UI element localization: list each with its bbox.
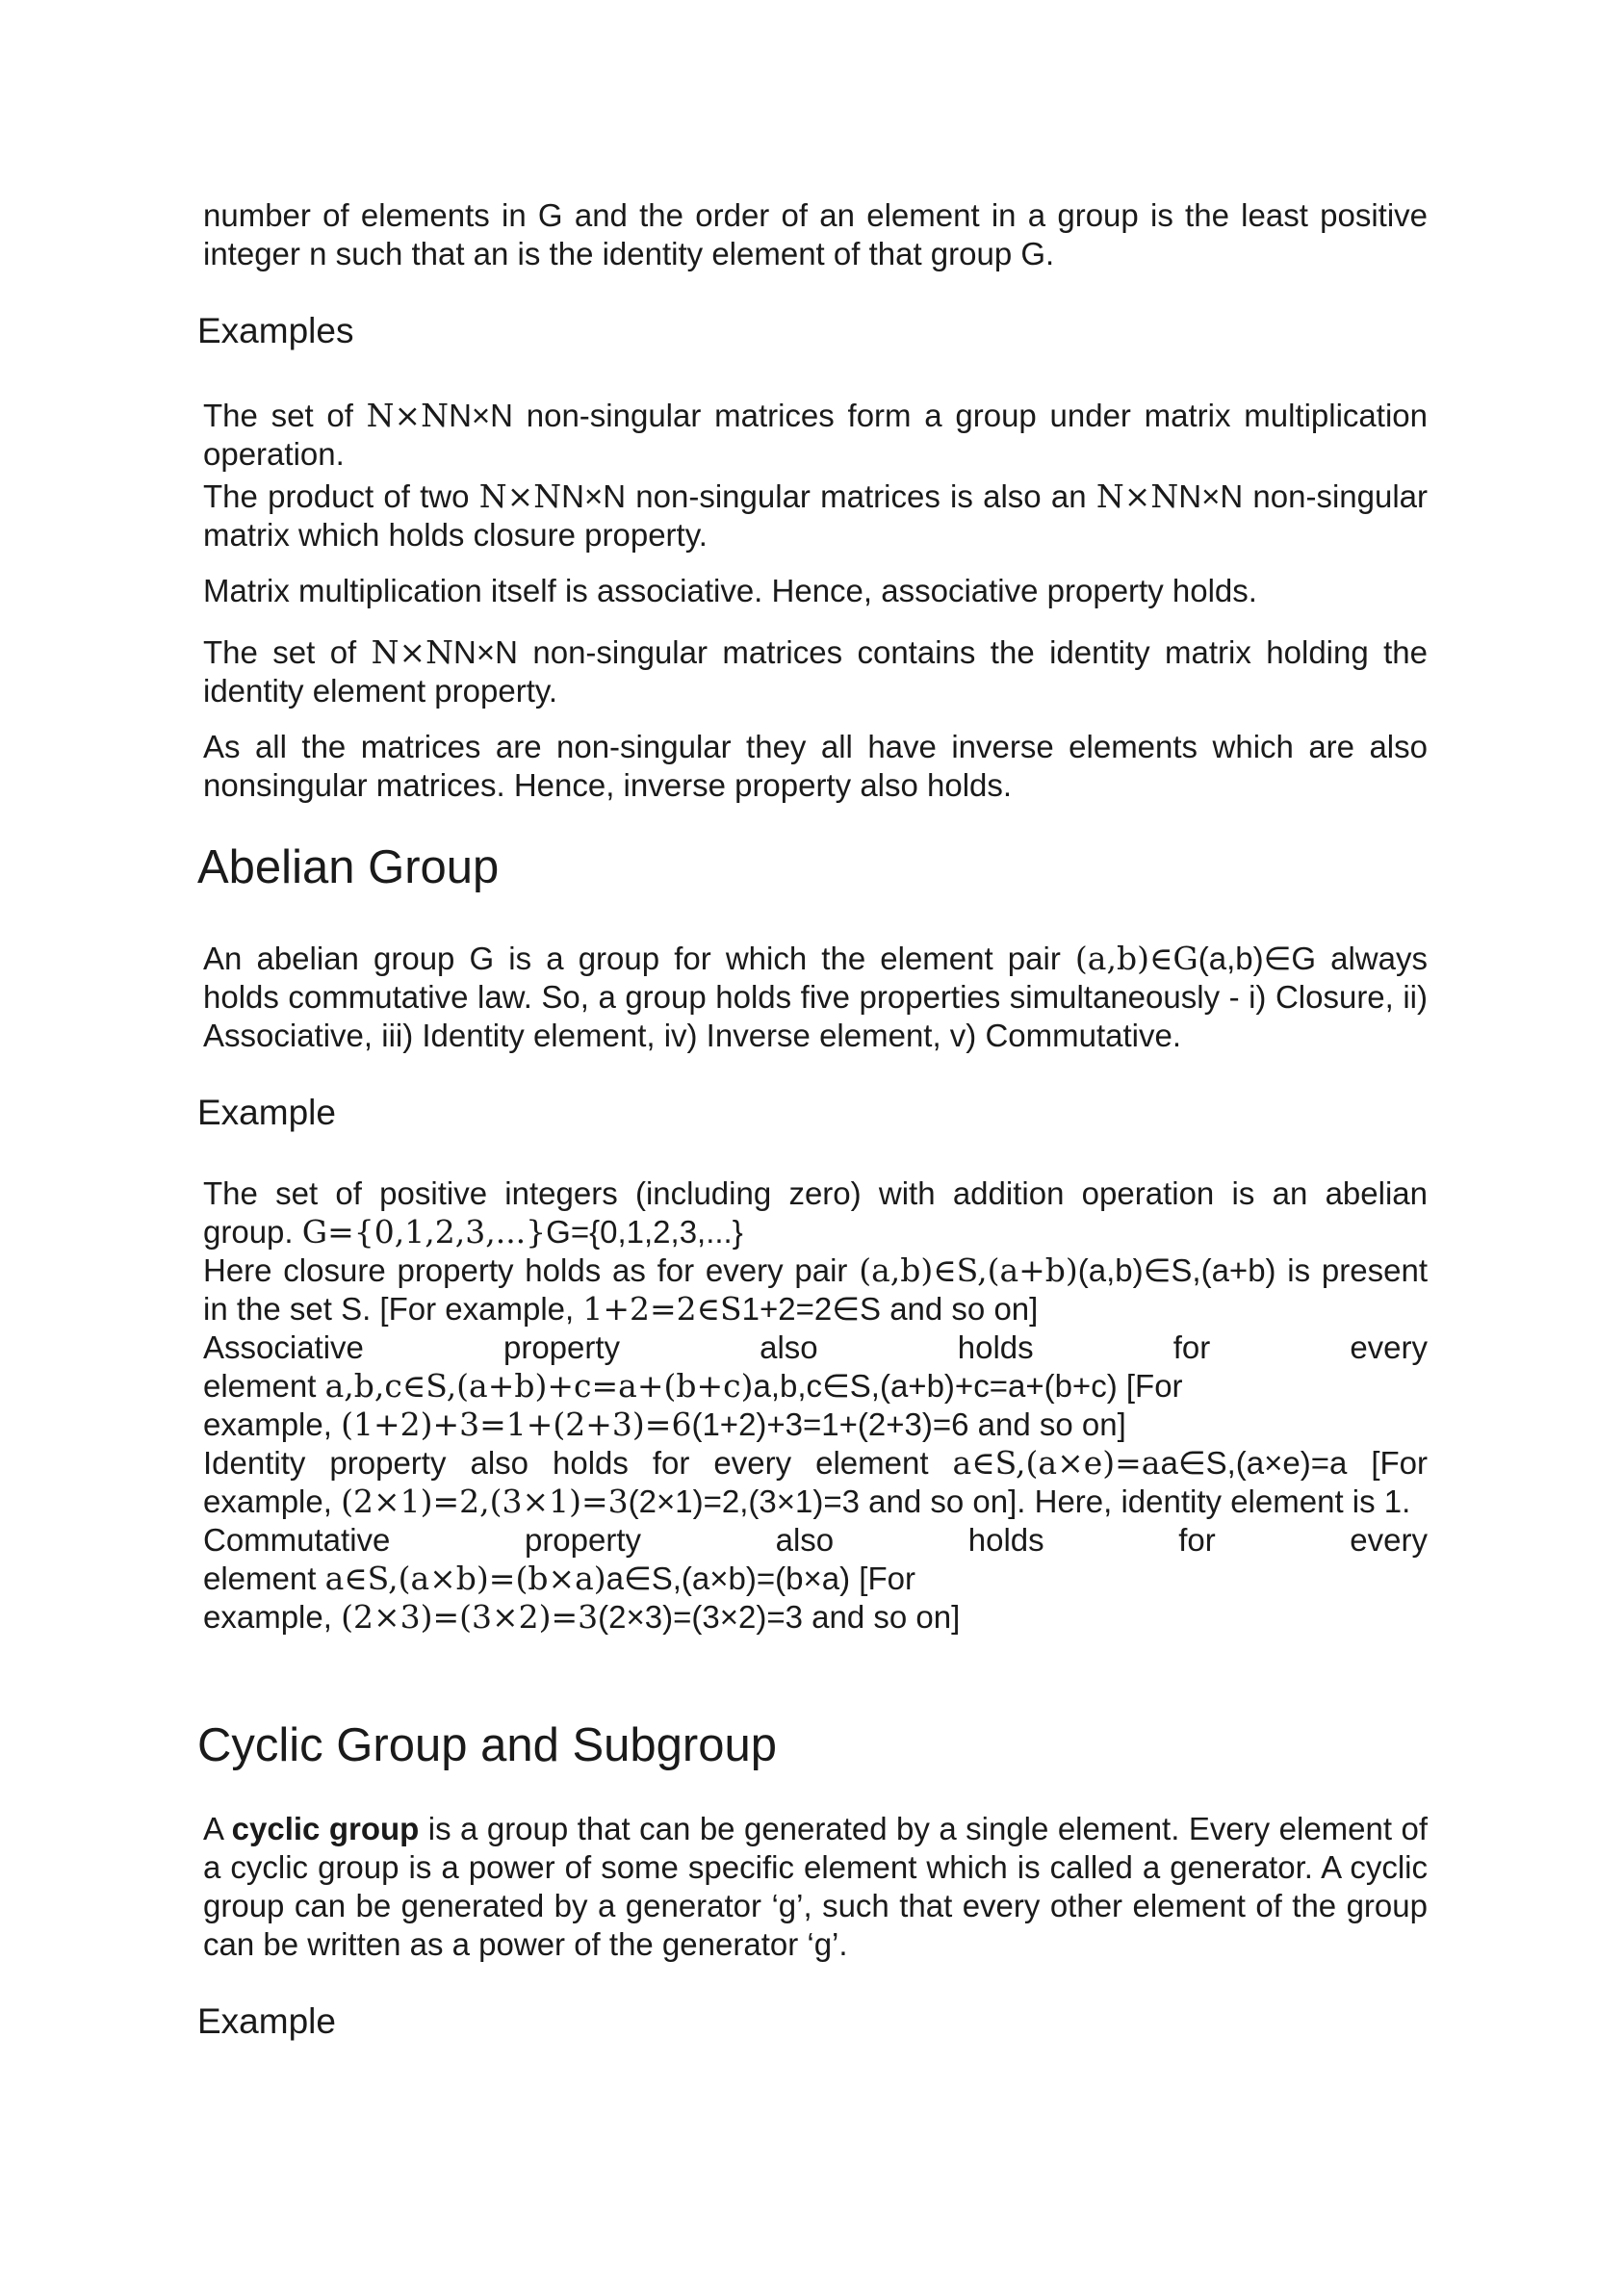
math-run: N×N: [1095, 477, 1179, 515]
text-run: group.: [203, 1214, 302, 1250]
text-run: element: [203, 1368, 325, 1404]
text-run: (a,b)∈S,(a+b) is present: [1077, 1252, 1428, 1288]
word: property: [502, 1329, 621, 1365]
word: also: [760, 1329, 818, 1365]
text-run: Identity property also holds for every element: [203, 1445, 953, 1481]
example-line: [203, 1213, 1428, 1251]
example-line: [203, 1560, 1428, 1598]
math-run: (1+2)+3=1+(2+3)=6: [341, 1406, 692, 1443]
example-line: [203, 1367, 1428, 1406]
text-run: a∈S,(a×e)=a [For: [1160, 1445, 1428, 1481]
bold-term: cyclic group: [231, 1811, 420, 1846]
math-run: (2×3)=(3×2)=3: [341, 1598, 599, 1636]
example-line: [203, 1329, 1428, 1367]
word: property: [524, 1522, 642, 1558]
matrix-paragraph-1: [203, 397, 1428, 474]
intro-line-2: integer n such that an is the identity element of that group G.: [203, 236, 1055, 271]
word: for: [1178, 1522, 1216, 1558]
math-run: (2×1)=2,(3×1)=3: [341, 1483, 629, 1520]
math-run: (a,b)∈G: [1074, 940, 1198, 977]
word: holds: [967, 1522, 1044, 1558]
example-line: [203, 1444, 1428, 1483]
text-run: The set of: [203, 634, 372, 670]
text-run: N×N non-singular matrices contains the identity matrix holding the identity element property.: [203, 634, 1428, 709]
math-run: G={0,1,2,3,...}: [301, 1213, 547, 1251]
text-run: example,: [203, 1599, 342, 1635]
text-run: G={0,1,2,3,...}: [546, 1214, 743, 1250]
word: holds: [957, 1329, 1034, 1365]
math-run: 1+2=2∈S: [582, 1290, 742, 1328]
text-run: Here closure property holds as for every pair: [203, 1252, 860, 1288]
math-run: a∈S,(a×e)=a: [952, 1444, 1161, 1482]
matrix-paragraph-3: Matrix multiplication itself is associative. Hence, associative property holds.: [203, 573, 1257, 608]
text-run: in the set S. [For example,: [203, 1291, 583, 1327]
text-run: example,: [203, 1483, 342, 1519]
text-run: (2×1)=2,(3×1)=3 and so on]. Here, identity element is 1.: [628, 1483, 1411, 1519]
math-run: N×N: [478, 477, 562, 515]
example-line: [203, 1483, 1428, 1521]
text-run: 1+2=2∈S and so on]: [741, 1291, 1039, 1327]
math-run: N×N: [366, 397, 450, 434]
text-run: (1+2)+3=1+(2+3)=6 and so on]: [691, 1406, 1126, 1442]
intro-paragraph: [203, 196, 1428, 273]
example-line: [203, 1251, 1428, 1290]
word: for: [1172, 1329, 1211, 1365]
example-line: The set of positive integers (including zero) with addition operation is an abelian: [203, 1175, 1428, 1211]
text-run: example,: [203, 1406, 342, 1442]
examples-heading: Examples: [197, 311, 354, 350]
text-run: The set of: [203, 398, 367, 433]
word: also: [775, 1522, 835, 1558]
math-run: a∈S,(a×b)=(b×a): [324, 1560, 606, 1597]
text-run: The product of two: [203, 478, 479, 514]
text-run: (2×3)=(3×2)=3 and so on]: [598, 1599, 961, 1635]
word: Associative: [203, 1329, 364, 1365]
cyclic-group-heading: Cyclic Group and Subgroup: [197, 1719, 777, 1771]
abelian-example-block: [203, 1174, 1428, 1637]
word: Commutative: [203, 1522, 391, 1558]
abelian-example-heading: Example: [197, 1093, 336, 1132]
example-line: [203, 1598, 1428, 1637]
text-run: a∈S,(a×b)=(b×a) [For: [605, 1561, 915, 1596]
cyclic-paragraph: [203, 1810, 1428, 1964]
word: every: [1350, 1329, 1429, 1365]
text-run: N×N non-singular matrix which holds closure property.: [203, 478, 1429, 553]
example-line: [203, 1406, 1428, 1444]
text-run: element: [203, 1561, 325, 1596]
matrix-paragraph-5: As all the matrices are non-singular they all have inverse elements which are also nonsingular matrices. Hence, inverse property also holds.: [203, 729, 1428, 803]
word: every: [1350, 1522, 1428, 1558]
text-run: N×N non-singular matrices form a group under matrix multiplication operation.: [203, 398, 1428, 472]
example-line: [203, 1521, 1428, 1560]
math-run: N×N: [371, 633, 454, 671]
matrix-paragraph-2: [203, 477, 1428, 555]
abelian-group-heading: Abelian Group: [197, 841, 500, 893]
math-run: a,b,c∈S,(a+b)+c=a+(b+c): [324, 1367, 754, 1405]
matrix-paragraph-4: [203, 633, 1428, 710]
text-run: a,b,c∈S,(a+b)+c=a+(b+c) [For: [753, 1368, 1183, 1404]
cyclic-example-heading: Example: [197, 2001, 336, 2041]
text-run: A: [203, 1811, 232, 1846]
intro-line-1: number of elements in G and the order of an element in a group is the least positive: [203, 197, 1428, 233]
text-run: N×N non-singular matrices is also an: [561, 478, 1096, 514]
text-run: An abelian group G is a group for which the element pair: [203, 941, 1075, 976]
math-run: (a,b)∈S,(a+b): [859, 1251, 1078, 1289]
text-run: (a,b)∈G always holds commutative law. So, a group holds five properties simultaneously - i) Closure, ii) Associative, iii) Identity element, iv) Inverse element, v) Commutative.: [203, 941, 1428, 1053]
example-line: [203, 1290, 1428, 1329]
text-run: is a group that can be generated by a single element. Every element of a cyclic group is a power of some specific element which is called a generator. A cyclic group can be generated by a generator ‘g’, such that every other element of the group can be written as a power of the generator ‘g’.: [203, 1811, 1428, 1962]
abelian-paragraph: [203, 940, 1428, 1055]
